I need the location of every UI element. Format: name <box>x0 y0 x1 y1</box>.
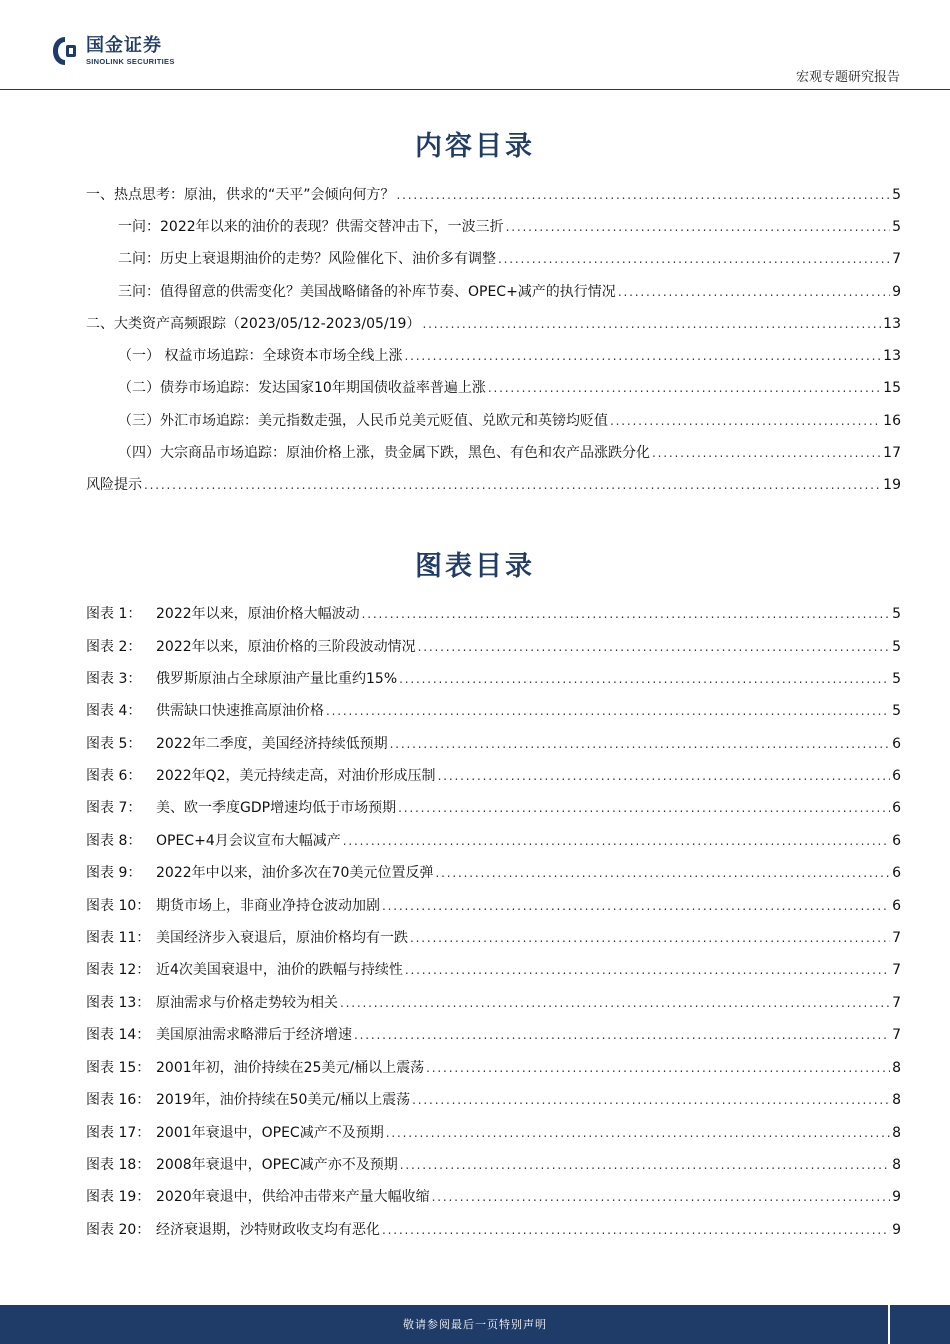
toc-item-page: 15 <box>883 380 901 396</box>
figure-item-page: 5 <box>892 606 901 622</box>
toc-item[interactable] <box>118 249 901 269</box>
dot-leader <box>438 766 891 786</box>
figure-item-page: 5 <box>892 703 901 719</box>
logo-english-name: SINOLINK SECURITIES <box>86 56 175 66</box>
figure-item[interactable] <box>86 1155 901 1175</box>
figure-item-label: 2022年以来，原油价格的三阶段波动情况 <box>156 639 416 655</box>
figure-item-prefix: 图表 10： <box>86 898 151 914</box>
dot-leader <box>488 378 881 398</box>
toc-item-label: 二问：历史上衰退期油价的走势？风险催化下、油价多有调整 <box>118 251 496 267</box>
figure-item-label: 2019年，油价持续在50美元/桶以上震荡 <box>156 1092 411 1108</box>
toc-item-page: 7 <box>892 251 901 267</box>
page-header <box>0 0 950 92</box>
dot-leader <box>386 1123 890 1143</box>
figure-item-page: 6 <box>892 800 901 816</box>
figure-item[interactable] <box>86 766 901 786</box>
footer-disclaimer: 敬请参阅最后一页特别声明 <box>403 1318 547 1331</box>
figure-item-page: 7 <box>892 995 901 1011</box>
figure-item-page: 8 <box>892 1092 901 1108</box>
figure-item-label: 2020年衰退中，供给冲击带来产量大幅收缩 <box>156 1189 430 1205</box>
dot-leader <box>435 863 890 883</box>
dot-leader <box>506 217 890 237</box>
toc-item-label: （一） 权益市场追踪：全球资本市场全线上涨 <box>118 348 403 364</box>
figure-item-label: 俄罗斯原油占全球原油产量比重约15% <box>156 671 398 687</box>
figure-item-prefix: 图表 12： <box>86 962 151 978</box>
figure-item-label: 2008年衰退中，OPEC减产亦不及预期 <box>156 1157 398 1173</box>
figure-item-prefix: 图表 13： <box>86 995 151 1011</box>
figure-item-prefix: 图表 20： <box>86 1222 151 1238</box>
dot-leader <box>354 1025 890 1045</box>
toc-item-page: 17 <box>883 445 901 461</box>
figure-item-page: 9 <box>892 1222 901 1238</box>
report-type-label: 宏观专题研究报告 <box>795 70 900 85</box>
toc-item[interactable] <box>86 185 901 205</box>
figure-item-prefix: 图表 8： <box>86 833 142 849</box>
figure-item[interactable] <box>86 1220 901 1240</box>
toc-item[interactable] <box>118 346 901 366</box>
header-divider <box>0 89 950 90</box>
figure-item-page: 7 <box>892 930 901 946</box>
dot-leader <box>326 701 890 721</box>
dot-leader <box>405 960 890 980</box>
dot-leader <box>382 896 890 916</box>
figure-item[interactable] <box>86 831 901 851</box>
figure-item-label: 2022年以来，原油价格大幅波动 <box>156 606 360 622</box>
dot-leader <box>382 1220 890 1240</box>
figure-item-page: 6 <box>892 865 901 881</box>
figure-item[interactable] <box>86 993 901 1013</box>
figure-item[interactable] <box>86 1025 901 1045</box>
figure-item-page: 8 <box>892 1157 901 1173</box>
figure-item-prefix: 图表 6： <box>86 768 142 784</box>
figure-item-label: 供需缺口快速推高原油价格 <box>156 703 324 719</box>
figure-item-label: 原油需求与价格走势较为相关 <box>156 995 338 1011</box>
toc-item[interactable] <box>118 411 901 431</box>
toc-item[interactable] <box>86 314 901 334</box>
figure-item[interactable] <box>86 960 901 980</box>
figure-item-prefix: 图表 16： <box>86 1092 151 1108</box>
toc-item[interactable] <box>86 475 901 495</box>
figure-item-label: 美国经济步入衰退后，原油价格均有一跌 <box>156 930 408 946</box>
figure-item-page: 8 <box>892 1060 901 1076</box>
figure-item-label: 美、欧一季度GDP增速均低于市场预期 <box>156 800 397 816</box>
figure-item-label: OPEC+4月会议宣布大幅减产 <box>156 833 341 849</box>
figure-item[interactable] <box>86 1187 901 1207</box>
figure-item-label: 2022年中以来，油价多次在70美元位置反弹 <box>156 865 434 881</box>
figure-item-label: 2001年衰退中，OPEC减产不及预期 <box>156 1125 384 1141</box>
dot-leader <box>340 993 890 1013</box>
figure-item-prefix: 图表 3： <box>86 671 142 687</box>
figure-item-prefix: 图表 17： <box>86 1125 151 1141</box>
toc-item-label: 三问：值得留意的供需变化？美国战略储备的补库节奏、OPEC+减产的执行情况 <box>118 284 616 300</box>
logo-chinese-name: 国金证券 <box>86 34 162 56</box>
figure-item[interactable] <box>86 701 901 721</box>
figure-item-label: 近4次美国衰退中，油价的跌幅与持续性 <box>156 962 403 978</box>
dot-leader <box>397 185 891 205</box>
dot-leader <box>498 249 890 269</box>
dot-leader <box>362 604 890 624</box>
figure-item-prefix: 图表 9： <box>86 865 142 881</box>
toc-item-page: 19 <box>883 477 901 493</box>
dot-leader <box>412 1090 890 1110</box>
figure-item-prefix: 图表 18： <box>86 1157 151 1173</box>
figure-item[interactable] <box>86 1058 901 1078</box>
figure-item[interactable] <box>86 734 901 754</box>
figure-item[interactable] <box>86 1123 901 1143</box>
figure-item[interactable] <box>86 637 901 657</box>
dot-leader <box>399 669 890 689</box>
toc-item-label: （三）外汇市场追踪：美元指数走强，人民币兑美元贬值、兑欧元和英镑均贬值 <box>118 413 608 429</box>
dot-leader <box>432 1187 890 1207</box>
figure-item-page: 6 <box>892 736 901 752</box>
figure-item-prefix: 图表 4： <box>86 703 142 719</box>
contents-title: 内容目录 <box>415 131 535 162</box>
toc-item-label: 一、热点思考：原油，供求的“天平”会倾向何方？ <box>86 187 395 203</box>
dot-leader <box>404 346 881 366</box>
figure-item-page: 6 <box>892 768 901 784</box>
figure-item-label: 2022年二季度，美国经济持续低预期 <box>156 736 388 752</box>
toc-item-page: 5 <box>892 219 901 235</box>
figure-item-page: 8 <box>892 1125 901 1141</box>
figure-item-label: 2001年初，油价持续在25美元/桶以上震荡 <box>156 1060 425 1076</box>
dot-leader <box>400 1155 890 1175</box>
dot-leader <box>144 475 881 495</box>
figure-item-page: 5 <box>892 639 901 655</box>
figure-item-prefix: 图表 11： <box>86 930 151 946</box>
company-logo <box>52 36 175 66</box>
toc-item-label: （四）大宗商品市场追踪：原油价格上涨，贵金属下跌，黑色、有色和农产品涨跌分化 <box>118 445 650 461</box>
figure-item-page: 6 <box>892 898 901 914</box>
figure-item-prefix: 图表 14： <box>86 1027 151 1043</box>
figure-item-page: 9 <box>892 1189 901 1205</box>
figure-item[interactable] <box>86 863 901 883</box>
figure-item-label: 2022年Q2，美元持续走高，对油价形成压制 <box>156 768 436 784</box>
figure-item[interactable] <box>86 896 901 916</box>
toc-item-page: 13 <box>883 348 901 364</box>
figure-item-label: 经济衰退期，沙特财政收支均有恶化 <box>156 1222 380 1238</box>
sinolink-logo-icon <box>52 36 78 66</box>
toc-item-label: 二、大类资产高频跟踪（2023/05/12-2023/05/19） <box>86 316 421 332</box>
figure-item[interactable] <box>86 604 901 624</box>
toc-item-page: 9 <box>892 284 901 300</box>
toc-item-label: （二）债券市场追踪：发达国家10年期国债收益率普遍上涨 <box>118 380 486 396</box>
toc-item[interactable] <box>118 282 901 302</box>
figure-item-label: 期货市场上，非商业净持仓波动加剧 <box>156 898 380 914</box>
figure-item[interactable] <box>86 798 901 818</box>
toc-item-page: 5 <box>892 187 901 203</box>
figure-item-prefix: 图表 7： <box>86 800 142 816</box>
dot-leader <box>426 1058 890 1078</box>
figure-item-prefix: 图表 2： <box>86 639 142 655</box>
dot-leader <box>418 637 890 657</box>
toc-item[interactable] <box>118 217 901 237</box>
figure-item[interactable] <box>86 1090 901 1110</box>
dot-leader <box>618 282 890 302</box>
toc-item[interactable] <box>118 443 901 463</box>
dot-leader <box>343 831 890 851</box>
dot-leader <box>652 443 881 463</box>
figure-item-page: 6 <box>892 833 901 849</box>
toc-item-page: 16 <box>883 413 901 429</box>
dot-leader <box>398 798 890 818</box>
figure-item[interactable] <box>86 669 901 689</box>
dot-leader <box>410 928 890 948</box>
figures-title: 图表目录 <box>415 551 535 582</box>
figure-item-prefix: 图表 19： <box>86 1189 151 1205</box>
dot-leader <box>422 314 881 334</box>
figure-item-page: 5 <box>892 671 901 687</box>
figure-item[interactable] <box>86 928 901 948</box>
figure-item-prefix: 图表 5： <box>86 736 142 752</box>
figure-item-prefix: 图表 15： <box>86 1060 151 1076</box>
toc-item-page: 13 <box>883 316 901 332</box>
figure-item-page: 7 <box>892 962 901 978</box>
dot-leader <box>390 734 890 754</box>
toc-item[interactable] <box>118 378 901 398</box>
figure-item-label: 美国原油需求略滞后于经济增速 <box>156 1027 352 1043</box>
figure-item-prefix: 图表 1： <box>86 606 142 622</box>
toc-item-label: 风险提示 <box>86 477 142 493</box>
toc-item-label: 一问：2022年以来的油价的表现？供需交替冲击下，一波三折 <box>118 219 504 235</box>
figure-item-page: 7 <box>892 1027 901 1043</box>
dot-leader <box>610 411 881 431</box>
